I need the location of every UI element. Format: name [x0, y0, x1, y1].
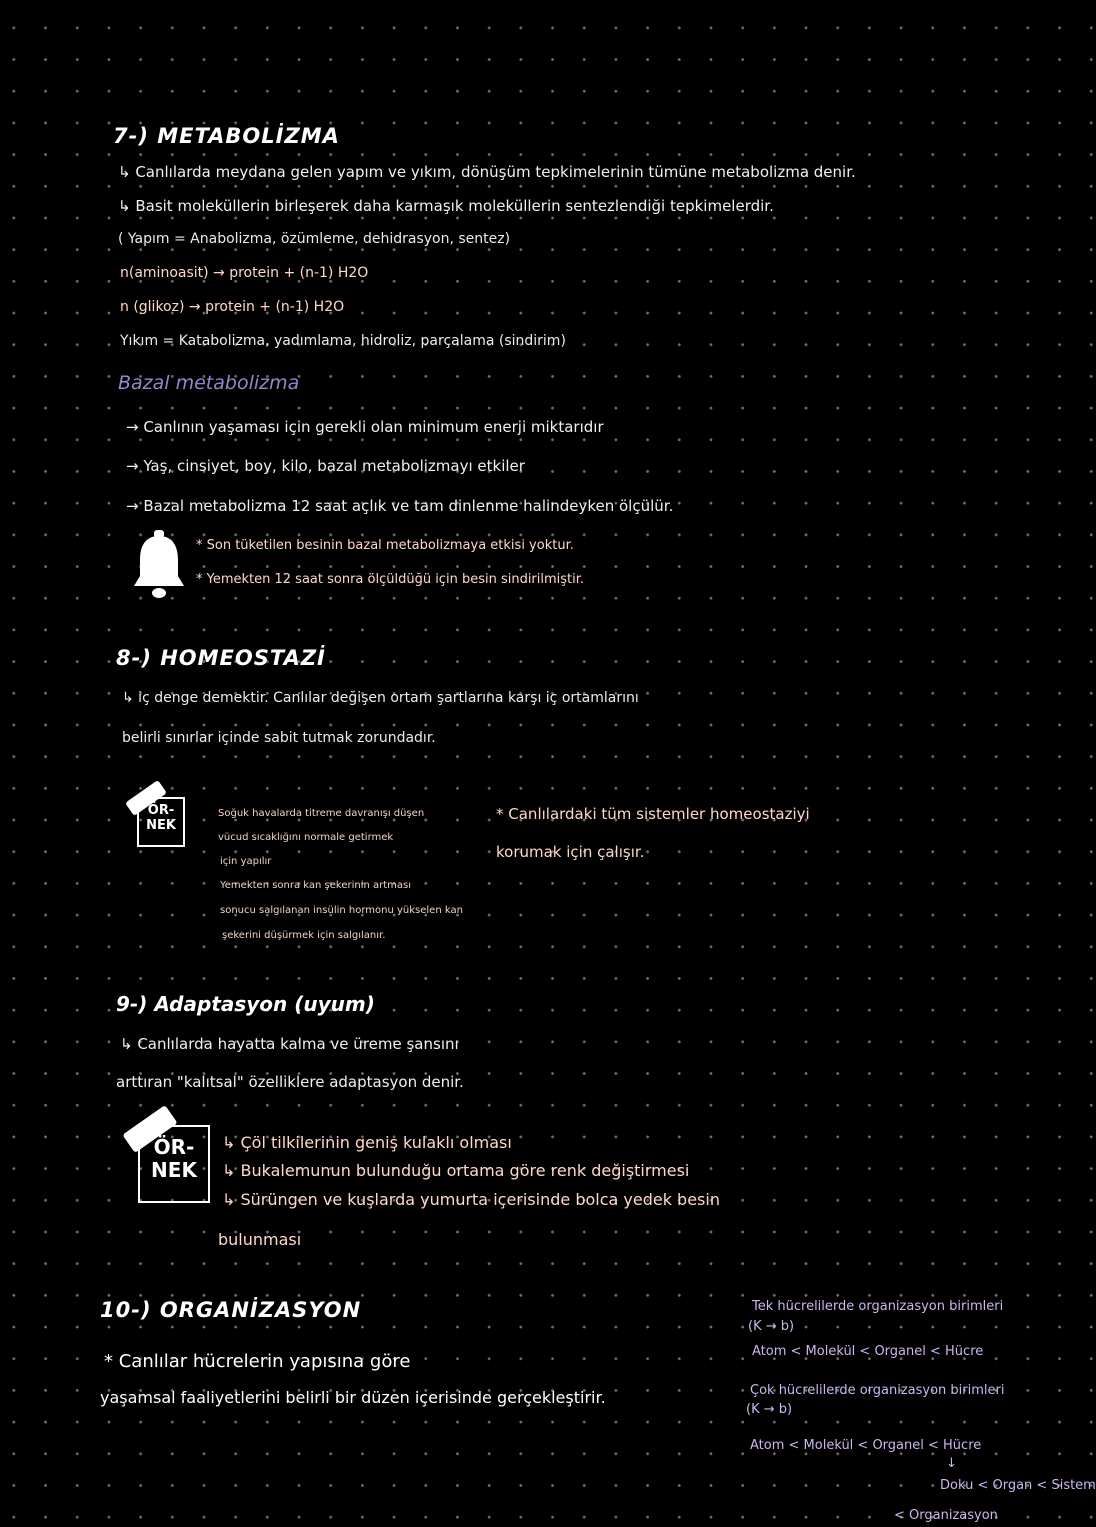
multicellular-hierarchy: Atom < Molekül < Organel < Hücre	[750, 1438, 982, 1453]
example-line-1: Soğuk havalarda titreme davranışı düşen	[218, 808, 425, 819]
multicellular-hierarchy-end: < Organizasyon	[894, 1508, 998, 1523]
bell-icon	[130, 530, 188, 604]
homeostasis-definition: ↳ iç denge demektir. Canlılar değişen ortam şartlarına karşı iç ortamlarını	[122, 690, 639, 706]
ornek-top-text: ÖR-	[147, 803, 175, 818]
multicellular-direction: (K → b)	[746, 1402, 793, 1417]
unicellular-hierarchy: Atom < Molekül < Organel < Hücre	[752, 1344, 984, 1359]
basal-metabolism-heading: Bazal metabolizma	[118, 372, 300, 394]
ornek-box	[138, 1125, 210, 1203]
example-line-5: sonucu salgılanan insülin hormonu yükselen kan	[220, 905, 463, 916]
unicellular-heading: Tek hücrelilerde organizasyon birimleri	[752, 1299, 1004, 1314]
section-8-title: 8-) HOMEOSTAZİ	[116, 646, 326, 670]
homeostasis-side-note-cont: korumak için çalışır.	[496, 843, 645, 861]
adaptation-example-1: ↳ Çöl tilkilerinin geniş kulaklı olması	[222, 1133, 512, 1152]
adaptation-example-3-cont: bulunması	[218, 1230, 302, 1249]
ornek-top-text: ÖR-	[153, 1135, 195, 1159]
organization-statement-cont: yaşamsal faaliyetlerini belirli bir düzen içerisinde gerçekleştirir.	[100, 1388, 606, 1407]
adaptation-definition-cont: arttıran "kalıtsal" özelliklere adaptasyon denir.	[116, 1073, 464, 1091]
ornek-bottom-text: NEK	[151, 1158, 197, 1182]
adaptation-example-2: ↳ Bukalemunun bulunduğu ortama göre renk değiştirmesi	[222, 1161, 690, 1180]
adaptation-example-3: ↳ Sürüngen ve kuşlarda yumurta içerisinde bolca yedek besin	[222, 1190, 720, 1209]
reaction-aminoacid: n(aminoasit) → protein + (n-1) H2O	[120, 265, 369, 281]
homeostasis-side-note: * Canlılardaki tüm sistemler homeostaziyi	[496, 805, 810, 823]
adaptation-definition: ↳ Canlılarda hayatta kalma ve üreme şansını	[120, 1035, 459, 1053]
basal-note-2: * Yemekten 12 saat sonra ölçüldüğü için besin sindirilmiştir.	[196, 572, 585, 587]
ornek-bottom-text: NEK	[146, 817, 176, 833]
down-arrow-icon: ↓	[946, 1456, 957, 1471]
anabolism-definition: ↳ Basit moleküllerin birleşerek daha karmaşık moleküllerin sentezlendiği tepkimelerdir.	[118, 197, 774, 215]
reaction-glucose: n (glikoz) → protein + (n-1) H2O	[120, 299, 345, 315]
ornek-box	[137, 797, 185, 847]
example-line-4: Yemekten sonra kan şekerinin artması	[220, 880, 412, 891]
section-9-title: 9-) Adaptasyon (uyum)	[116, 992, 375, 1016]
organization-statement: * Canlılar hücrelerin yapısına göre	[104, 1351, 411, 1372]
anabolism-synonyms: ( Yapım = Anabolizma, özümleme, dehidrasyon, sentez)	[118, 231, 511, 247]
multicellular-hierarchy-cont: Doku < Organ < Sistem	[940, 1478, 1096, 1493]
basal-note-1: * Son tüketilen besinin bazal metabolizmaya etkisi yoktur.	[196, 538, 574, 553]
example-line-3: için yapılır	[220, 856, 272, 867]
example-line-6: şekerini düşürmek için salgılanır.	[222, 930, 386, 941]
section-10-title: 10-) ORGANİZASYON	[100, 1298, 362, 1322]
example-line-2: vücud sıcaklığını normale getirmek	[218, 832, 394, 843]
section-7-title: 7-) METABOLİZMA	[113, 124, 340, 148]
metabolism-definition: ↳ Canlılarda meydana gelen yapım ve yıkım, dönüşüm tepkimelerinin tümüne metabolizma denir.	[118, 163, 856, 181]
homeostasis-definition-cont: belirli sınırlar içinde sabit tutmak zorundadır.	[122, 730, 436, 746]
basal-point-1: → Canlının yaşaması için gerekli olan minimum enerji miktarıdır	[126, 418, 604, 436]
basal-point-3: → Bazal metabolizma 12 saat açlık ve tam dinlenme halindeyken ölçülür.	[126, 497, 674, 515]
basal-point-2: → Yaş, cinsiyet, boy, kilo, bazal metabolizmayı etkiler	[126, 457, 525, 475]
unicellular-direction: (K → b)	[748, 1319, 795, 1334]
catabolism-definition: Yıkım = Katabolizma, yadımlama, hidroliz, parçalama (sindirim)	[120, 333, 566, 349]
multicellular-heading: Çok hücrelilerde organizasyon birimleri	[750, 1383, 1005, 1398]
